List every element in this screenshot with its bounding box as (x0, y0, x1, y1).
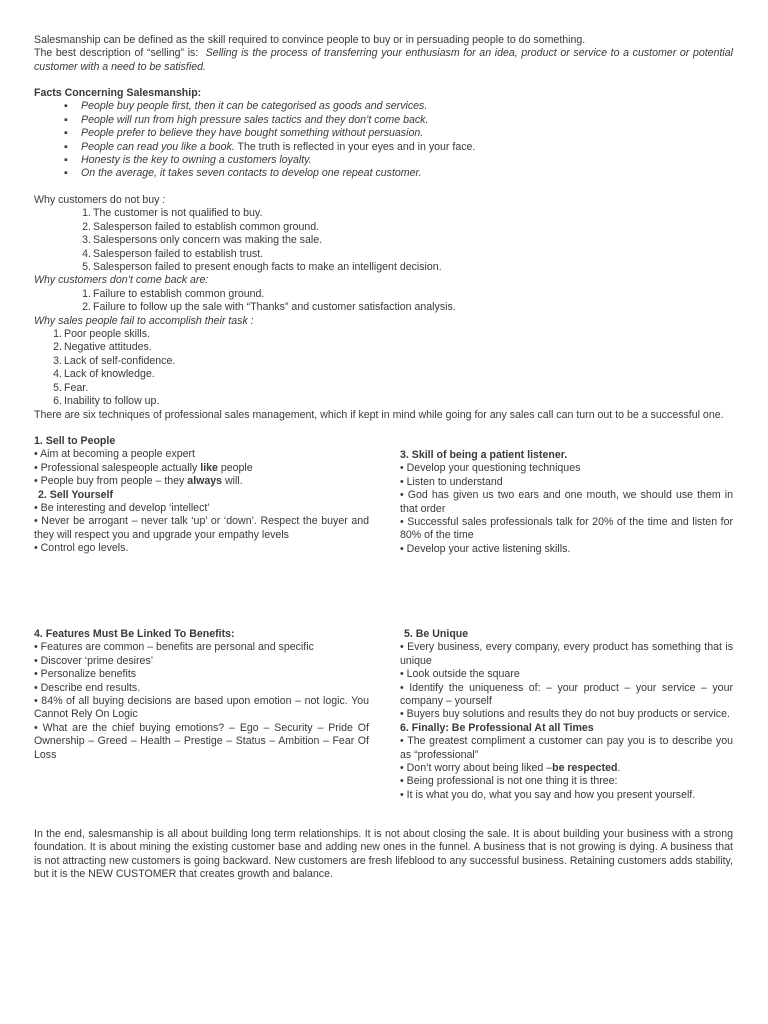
technique-4-bullet: • 84% of all buying decisions are based upon emotion – not logic. You Cannot Rely On Logic (34, 695, 369, 721)
list-item: 1. The customer is not qualified to buy. (82, 207, 263, 220)
technique-6-bullet: • Being professional is not one thing it is three: (400, 775, 618, 788)
closing-paragraph: In the end, salesmanship is all about building long term relationships. It is not about closing the sale. It is about building your business with a strong foundation. It is about mining the existing customer base and adding new ones in the funnel. A business that is not growing is dying. A business that is not attracting new customers is going backward. New customers are fresh lifeblood to any successful business. Retaining customers adds stability, but it is the NEW CUSTOMER that creates growth and balance. (34, 828, 733, 881)
why-fail-list (34, 328, 733, 408)
intro-best-description (34, 47, 733, 74)
technique-5-heading: 5. Be Unique (404, 628, 469, 640)
best-description-label: The best description of “selling” is: (34, 47, 199, 60)
technique-6-bullet: • It is what you do, what you say and how you present yourself. (400, 788, 696, 801)
technique-4-bullet: • Features are common – benefits are personal and specific (34, 641, 314, 654)
technique-5-bullet: • Look outside the square (400, 668, 520, 681)
list-item: ▪ People can read you like a book. The truth is reflected in your eyes and in your face. (64, 141, 733, 154)
technique-5-section (400, 628, 733, 802)
technique-6-bullet: • Don’t worry about being liked –be respected. (400, 762, 621, 775)
technique-5-bullet: • Buyers buy solutions and results they do not buy products or service. (400, 708, 730, 721)
list-item: 1. Poor people skills. (53, 328, 150, 341)
technique-2-bullet: • Never be arrogant – never talk ‘up’ or ‘down’. Respect the buyer and they will respect you and upgrade your empathy levels (34, 515, 369, 541)
list-item: ▪ On the average, it takes seven contacts to develop one repeat customer. (64, 167, 733, 180)
technique-4-bullet: • What are the chief buying emotions? – Ego – Security – Pride Of Ownership – Greed – Health – Prestige – Status – Ambition – Fear Of Loss (34, 721, 369, 761)
list-item: 3. Salespersons only concern was making the sale. (82, 234, 323, 247)
facts-heading: Facts Concerning Salesmanship: (34, 87, 202, 99)
facts-section (34, 87, 733, 181)
technique-1-bullet: • Aim at becoming a people expert (34, 448, 195, 461)
list-item: 2. Salesperson failed to establish common ground. (82, 220, 320, 233)
technique-6-bullet: • The greatest compliment a customer can pay you is to describe you as “professional” (400, 735, 733, 761)
technique-1-heading: 1. Sell to People (34, 435, 116, 447)
best-description-quote: Selling is the process of transferring your enthusiasm for an idea, product or service to a customer or potential customer with a need to be satisfied. (34, 47, 734, 73)
list-item: 1. Failure to establish common ground. (82, 287, 265, 300)
technique-4-bullet: • Describe end results. (34, 681, 141, 694)
technique-2-heading: 2. Sell Yourself (38, 488, 113, 501)
intro-section (34, 34, 733, 74)
technique-3-bullet: • Listen to understand (400, 475, 503, 488)
technique-2-bullet: • Control ego levels. (34, 542, 129, 555)
technique-1-bullet: • Professional salespeople actually like people (34, 461, 253, 474)
technique-3-bullet: • Develop your questioning techniques (400, 462, 581, 475)
technique-1-bullet: • People buy from people – they always will. (34, 475, 243, 488)
list-item: 2. Failure to follow up the sale with “Thanks” and customer satisfaction analysis. (82, 301, 456, 314)
intro-definition: Salesmanship can be defined as the skill required to convince people to buy or in persuading people to do something. (34, 34, 586, 46)
list-item: ▪ People will run from high pressure sales tactics and they don’t come back. (64, 114, 733, 127)
why-not-back-list (34, 288, 733, 315)
technique-1-section (34, 435, 369, 556)
technique-4-heading: 4. Features Must Be Linked To Benefits: (34, 628, 235, 640)
technique-3-heading: 3. Skill of being a patient listener. (400, 449, 568, 461)
list-item: 5. Salesperson failed to present enough facts to make an intelligent decision. (82, 261, 442, 274)
why-not-buy-list (34, 207, 733, 274)
technique-3-bullet: • Successful sales professionals talk for 20% of the time and listen for 80% of the time (400, 516, 733, 542)
list-item: 5. Fear. (53, 381, 89, 394)
list-item: ▪ People prefer to believe they have bought something without persuasion. (64, 127, 733, 140)
list-item: 2. Negative attitudes. (53, 341, 152, 354)
why-not-buy-section (34, 194, 733, 422)
technique-3-bullet: • Develop your active listening skills. (400, 542, 571, 555)
technique-3-bullet: • God has given us two ears and one mouth, we should use them in that order (400, 489, 733, 515)
why-not-back-heading: Why customers don’t come back are: (34, 274, 209, 287)
technique-4-bullet: • Personalize benefits (34, 668, 137, 681)
technique-4-bullet: • Discover ‘prime desires’ (34, 654, 154, 667)
closing-section (34, 828, 733, 882)
technique-6-heading: 6. Finally: Be Professional At all Times (400, 721, 594, 734)
technique-2-bullet: • Be interesting and develop ‘intellect’ (34, 502, 210, 515)
list-item: ▪ Honesty is the key to owning a customers loyalty. (64, 154, 733, 167)
technique-5-bullet: • Identify the uniqueness of: – your product – your service – your company – yourself (400, 681, 733, 708)
list-item: 3. Lack of self-confidence. (53, 354, 176, 367)
facts-list (34, 100, 733, 180)
list-item: 4. Lack of knowledge. (53, 368, 155, 381)
technique-4-section (34, 628, 369, 762)
list-item: 4. Salesperson failed to establish trust. (82, 247, 264, 260)
technique-5-bullet: • Every business, every company, every product has something that is unique (400, 641, 733, 667)
list-item: ▪ People buy people first, then it can be categorised as goods and services. (64, 100, 733, 113)
technique-3-section (400, 449, 733, 556)
techniques-intro: There are six techniques of professional sales management, which if kept in mind while going for any sales call can turn out to be a successful one. (34, 408, 724, 421)
why-not-buy-heading: Why customers do not buy : (34, 194, 166, 206)
why-fail-heading: Why sales people fail to accomplish their task : (34, 314, 254, 327)
list-item: 6. Inability to follow up. (53, 395, 160, 408)
